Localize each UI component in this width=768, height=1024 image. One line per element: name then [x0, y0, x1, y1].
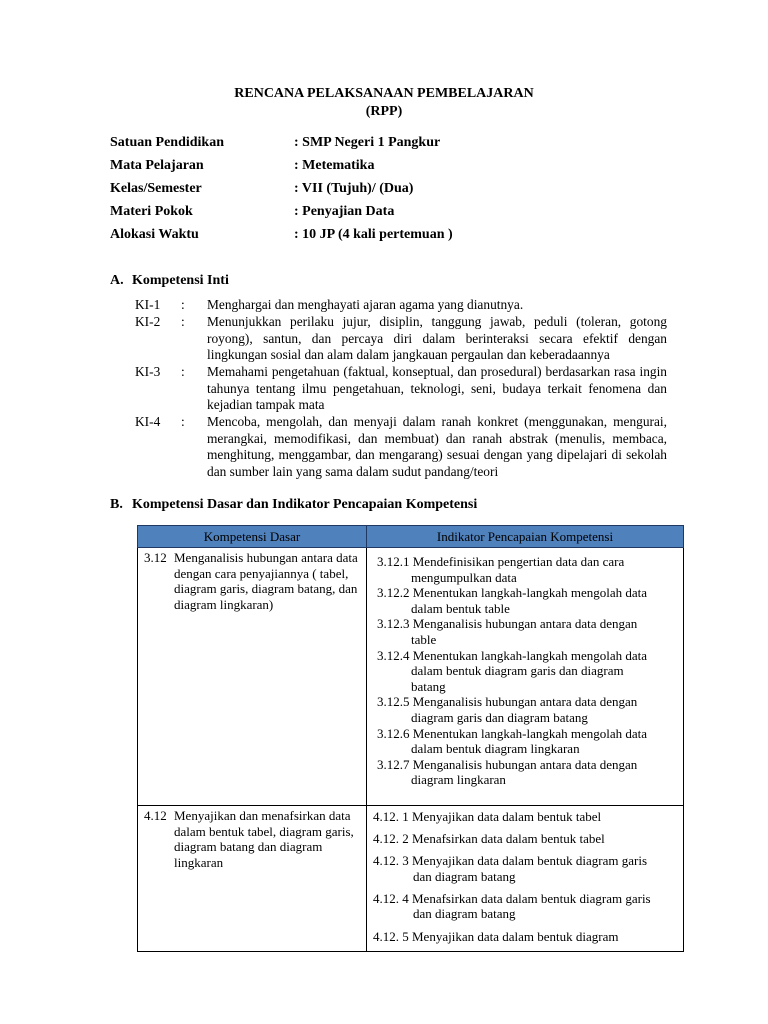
document-subtitle: (RPP) [365, 104, 403, 119]
identity-value: : Penyajian Data [294, 204, 395, 219]
indicator-text: diagram lingkaran [411, 772, 506, 788]
indicator-text: diagram garis dan diagram batang [411, 709, 588, 725]
ki-item [135, 364, 667, 414]
table-header-row [138, 526, 684, 548]
ki-item [135, 414, 667, 481]
ki-text: Memahami pengetahuan (faktual, konseptual, dan prosedural) berdasarkan rasa ingin tahunya tentang ilmu pengetahuan, teknologi, seni, budaya terkait fenomena dan kejadian tampak mata [207, 364, 667, 413]
competency-table [137, 525, 684, 952]
ki-code: KI-4 [135, 414, 161, 429]
identity-block [110, 134, 710, 249]
ki-colon: : [181, 297, 185, 312]
indicator-text: Menganalisis hubungan antara data dengan [412, 694, 638, 710]
indicator-item [377, 585, 677, 616]
ki-code: KI-3 [135, 364, 161, 379]
kd-cell [138, 806, 367, 952]
section-a-heading [110, 272, 229, 290]
indicator-number: 3.12.1 [377, 554, 410, 569]
identity-label: Alokasi Waktu [110, 227, 199, 242]
indicator-item [373, 929, 677, 945]
indicator-text: Menganalisis hubungan antara data dengan [412, 756, 638, 772]
indicator-item [373, 809, 677, 825]
indicator-text: batang [411, 678, 446, 694]
indicator-number: 3.12.6 [377, 725, 410, 741]
indicator-number: 3.12.5 [377, 694, 410, 710]
table-row [138, 548, 684, 806]
indicator-item [373, 853, 677, 884]
ki-colon: : [181, 364, 185, 379]
identity-label: Materi Pokok [110, 204, 193, 219]
header-indikator: Indikator Pencapaian Kompetensi [367, 526, 684, 548]
ki-text: Menghargai dan menghayati ajaran agama yang dianutnya. [207, 297, 524, 312]
identity-row [110, 134, 710, 157]
identity-label: Mata Pelajaran [110, 158, 204, 173]
ki-colon: : [181, 414, 185, 429]
identity-row [110, 226, 710, 249]
identity-row [110, 157, 710, 180]
indicator-item [377, 554, 677, 585]
identity-value: : SMP Negeri 1 Pangkur [294, 135, 441, 150]
section-a-title: Kompetensi Inti [132, 273, 229, 288]
indicator-text: dalam bentuk diagram lingkaran [411, 741, 580, 757]
indicator-text: table [411, 631, 437, 647]
indicator-item [377, 726, 677, 757]
indicator-text: Menyajikan data dalam bentuk diagram [412, 928, 619, 944]
kd-text: Menyajikan dan menafsirkan data dalam bentuk tabel, diagram garis, diagram batang dan diagram lingkaran [174, 808, 354, 870]
identity-value: : Metematika [294, 158, 375, 173]
header-kompetensi-dasar: Kompetensi Dasar [138, 526, 367, 548]
identity-value: : VII (Tujuh)/ (Dua) [294, 181, 414, 196]
indicator-number: 4.12. 5 [373, 928, 409, 944]
indicator-text: Menentukan langkah-langkah mengolah data [412, 725, 648, 741]
indicator-item [377, 616, 677, 647]
identity-row [110, 203, 710, 226]
indicator-number: 4.12. 1 [373, 809, 409, 824]
indicator-text: dalam bentuk diagram garis dan diagram [411, 663, 624, 679]
indicator-number: 3.12.7 [377, 756, 410, 772]
indicator-text: dan diagram batang [413, 906, 516, 922]
section-a-number: A. [110, 273, 124, 288]
kd-cell [138, 548, 367, 806]
indicator-item [377, 648, 677, 695]
indicator-number: 4.12. 2 [373, 831, 409, 847]
indicator-cell [367, 548, 684, 806]
ki-item [135, 297, 667, 314]
indicator-text: Menentukan langkah-langkah mengolah data [412, 585, 648, 601]
indicator-item [373, 891, 677, 922]
indicator-number: 3.12.2 [377, 585, 410, 601]
ki-code: KI-1 [135, 297, 161, 312]
indicator-number: 4.12. 4 [373, 890, 409, 906]
indicator-text: Menganalisis hubungan antara data dengan [412, 616, 638, 632]
document-title: RENCANA PELAKSANAAN PEMBELAJARAN [234, 86, 534, 101]
kd-number: 4.12 [144, 808, 167, 823]
indicator-text: Menyajikan data dalam bentuk diagram garis [412, 853, 648, 869]
kd-number: 3.12 [144, 550, 167, 565]
indicator-item [377, 694, 677, 725]
indicator-cell [367, 806, 684, 952]
ki-text: Mencoba, mengolah, dan menyaji dalam ranah konkret (menggunakan, mengurai, merangkai, memodifikasi, dan membuat) dan ranah abstrak (menulis, membaca, menghitung, menggambar, dan mengarang) sesuai dengan yang dipelajari di sekolah dan sumber lain yang sama dalam sudut pandang/teori [207, 414, 667, 480]
ki-item [135, 314, 667, 364]
section-b-heading [110, 496, 477, 514]
indicator-text: mengumpulkan data [411, 569, 517, 585]
indicator-text: Menafsirkan data dalam bentuk tabel [412, 831, 605, 847]
ki-code: KI-2 [135, 314, 161, 329]
section-b-number: B. [110, 497, 123, 512]
indicator-text: dalam bentuk table [411, 600, 510, 616]
section-b-title: Kompetensi Dasar dan Indikator Pencapaian Kompetensi [132, 497, 478, 512]
indicator-number: 3.12.3 [377, 616, 410, 632]
indicator-item [373, 831, 677, 847]
indicator-text: Menyajikan data dalam bentuk tabel [412, 809, 602, 824]
indicator-number: 4.12. 3 [373, 853, 409, 869]
identity-label: Satuan Pendidikan [110, 135, 224, 150]
indicator-text: Menentukan langkah-langkah mengolah data [412, 647, 648, 663]
ki-colon: : [181, 314, 185, 329]
ki-text: Menunjukkan perilaku jujur, disiplin, tanggung jawab, peduli (toleran, gotong royong), santun, dan percaya diri dalam berinteraksi secara efektif dengan lingkungan sosial dan alam dalam jangkauan pergaulan dan keberadaannya [207, 314, 667, 363]
indicator-number: 3.12.4 [377, 647, 410, 663]
indicator-text: Menafsirkan data dalam bentuk diagram garis [412, 890, 651, 906]
indicator-text: Mendefinisikan pengertian data dan cara [412, 554, 625, 569]
identity-label: Kelas/Semester [110, 181, 202, 196]
kd-text: Menganalisis hubungan antara data dengan cara penyajiannya ( tabel, diagram garis, diagram batang, dan diagram lingkaran) [174, 550, 358, 612]
identity-value: : 10 JP (4 kali pertemuan ) [294, 227, 453, 242]
indicator-text: dan diagram batang [413, 868, 516, 884]
table-row [138, 806, 684, 952]
indicator-item [377, 757, 677, 788]
identity-row [110, 180, 710, 203]
